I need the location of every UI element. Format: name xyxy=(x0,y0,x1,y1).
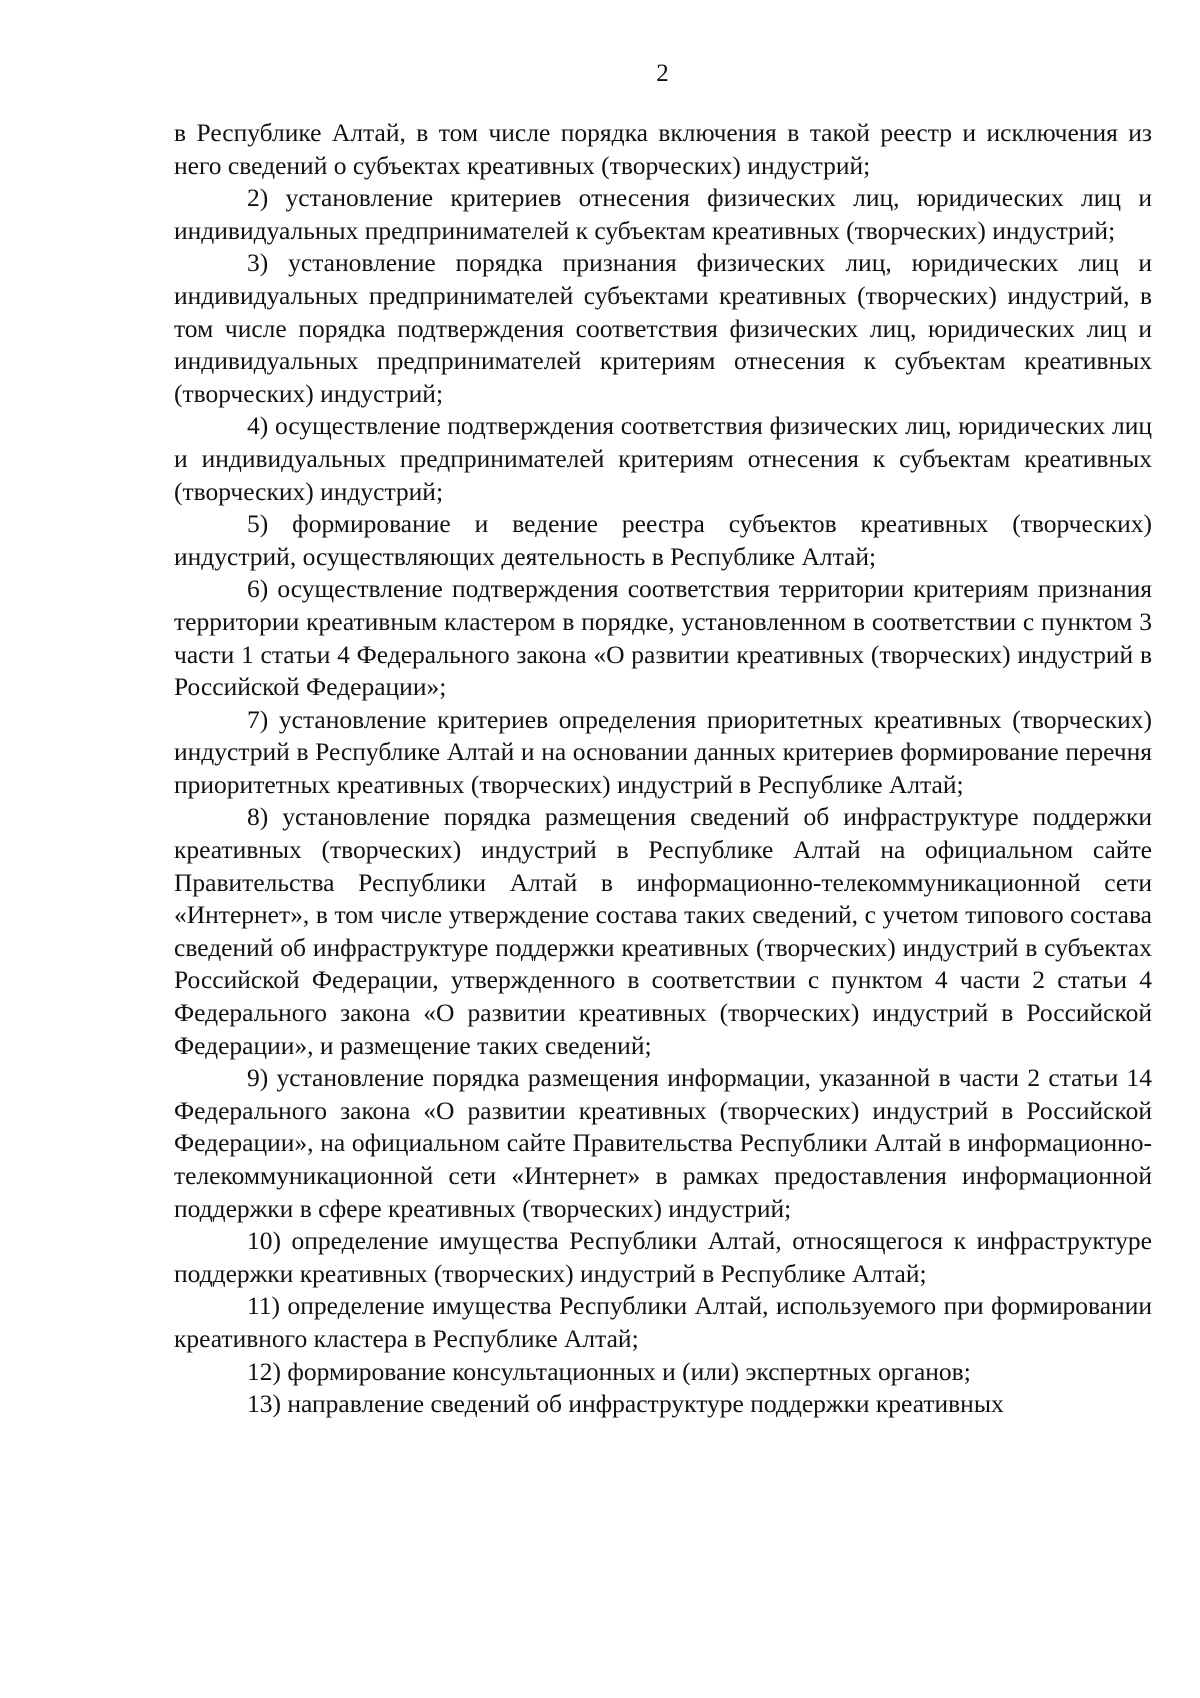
list-item-2: 2) установление критериев отнесения физических лиц, юридических лиц и индивидуальных предпринимателей к субъектам креативных (творческих) индустрий; xyxy=(174,183,1152,245)
list-item-5: 5) формирование и ведение реестра субъектов креативных (творческих) индустрий, осуществляющих деятельность в Республике Алтай; xyxy=(174,509,1152,571)
page-number: 2 xyxy=(656,60,669,87)
document-body xyxy=(174,117,1152,1421)
list-item-13: 13) направление сведений об инфраструктуре поддержки креативных xyxy=(247,1389,1004,1419)
list-item-8: 8) установление порядка размещения сведений об инфраструктуре поддержки креативных (творческих) индустрий в Республике Алтай на официальном сайте Правительства Республики Алтай в информационно-телекоммуникационной сети «Интернет», в том числе утверждение состава таких сведений, с учетом типового состава сведений об инфраструктуре поддержки креативных (творческих) индустрий в субъектах Российской Федерации, утвержденного в соответствии с пунктом 4 части 2 статьи 4 Федерального закона «О развитии креативных (творческих) индустрий в Российской Федерации», и размещение таких сведений; xyxy=(174,802,1152,1060)
list-item-10: 10) определение имущества Республики Алтай, относящегося к инфраструктуре поддержки креативных (творческих) индустрий в Республике Алтай; xyxy=(174,1226,1152,1288)
paragraph-continuation: в Республике Алтай, в том числе порядка включения в такой реестр и исключения из него сведений о субъектах креативных (творческих) индустрий; xyxy=(174,118,1152,180)
list-item-4: 4) осуществление подтверждения соответствия физических лиц, юридических лиц и индивидуальных предпринимателей критериям отнесения к субъектам креативных (творческих) индустрий; xyxy=(174,411,1152,506)
list-item-6: 6) осуществление подтверждения соответствия территории критериям признания территории креативным кластером в порядке, установленном в соответствии с пунктом 3 части 1 статьи 4 Федерального закона «О развитии креативных (творческих) индустрий в Российской Федерации»; xyxy=(174,574,1152,702)
list-item-11: 11) определение имущества Республики Алтай, используемого при формировании креативного кластера в Республике Алтай; xyxy=(174,1291,1152,1353)
list-item-3: 3) установление порядка признания физических лиц, юридических лиц и индивидуальных предпринимателей субъектами креативных (творческих) индустрий, в том числе порядка подтверждения соответствия физических лиц, юридических лиц и индивидуальных предпринимателей критериям отнесения к субъектам креативных (творческих) индустрий; xyxy=(174,248,1152,408)
list-item-9: 9) установление порядка размещения информации, указанной в части 2 статьи 14 Федерального закона «О развитии креативных (творческих) индустрий в Российской Федерации», на официальном сайте Правительства Республики Алтай в информационно-телекоммуникационной сети «Интернет» в рамках предоставления информационной поддержки в сфере креативных (творческих) индустрий; xyxy=(174,1063,1152,1223)
list-item-7: 7) установление критериев определения приоритетных креативных (творческих) индустрий в Республике Алтай и на основании данных критериев формирование перечня приоритетных креативных (творческих) индустрий в Республике Алтай; xyxy=(174,704,1152,799)
list-item-12: 12) формирование консультационных и (или) экспертных органов; xyxy=(247,1356,971,1386)
